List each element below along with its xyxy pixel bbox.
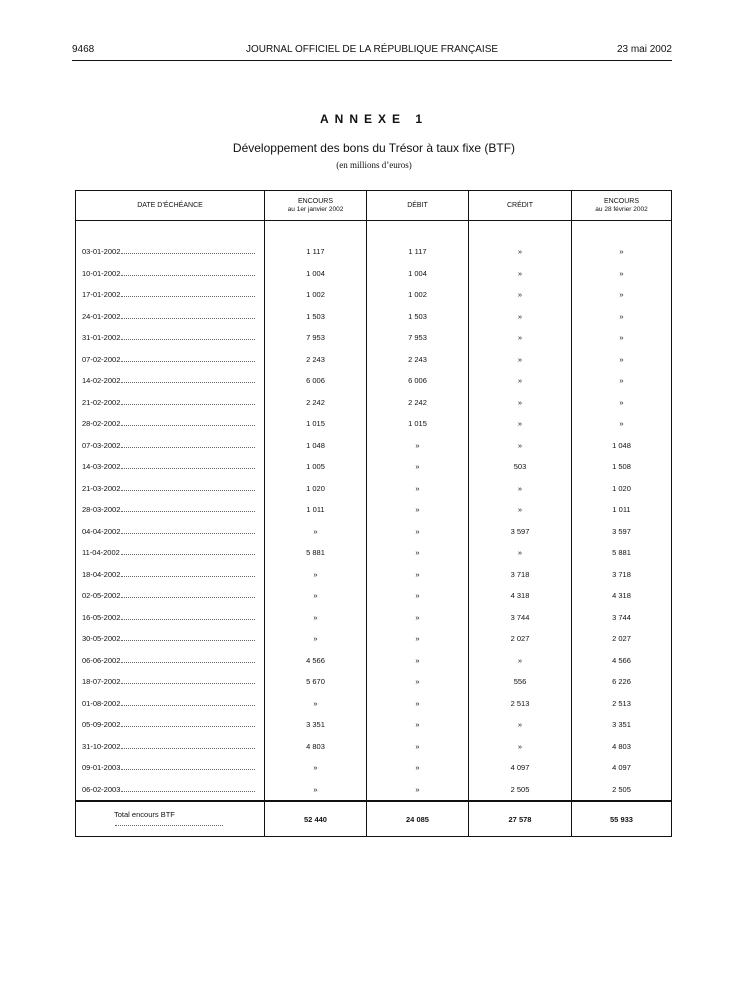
cell-value: 3 718	[469, 564, 572, 586]
cell-value: 1 020	[265, 478, 367, 500]
column-header-credit	[469, 191, 572, 221]
cell-text: 28-02-2002	[82, 419, 121, 429]
leader-dots	[121, 763, 255, 770]
cell-value: »	[469, 542, 572, 564]
cell-text: 18-07-2002	[82, 677, 121, 687]
table-row	[76, 241, 672, 263]
total-value: 27 578	[469, 801, 572, 837]
column-header-sublabel: au 28 février 2002	[595, 205, 648, 213]
annex-title: ANNEXE 1	[319, 112, 429, 126]
cell-value: »	[367, 499, 469, 521]
column-header-label: CRÉDIT	[506, 201, 534, 209]
leader-dots	[121, 462, 255, 469]
cell-value: 2 243	[367, 349, 469, 371]
column-header-label: ENCOURS	[297, 197, 333, 205]
cell-text: 02-05-2002	[82, 591, 121, 601]
table-spacer-row	[76, 221, 672, 242]
leader-dots	[121, 312, 255, 319]
cell-value: 1 004	[265, 263, 367, 285]
table-body	[76, 221, 672, 837]
cell-value: 2 513	[572, 693, 672, 715]
table-total-row	[76, 801, 672, 837]
cell-value: 6 006	[265, 370, 367, 392]
cell-text: 09-01-2003	[82, 763, 121, 773]
cell-value: 1 015	[265, 413, 367, 435]
cell-value: 5 881	[572, 542, 672, 564]
leader-dots	[121, 656, 255, 663]
cell-maturity-date	[76, 585, 265, 607]
cell-value: 1 117	[367, 241, 469, 263]
cell-text: 24-01-2002	[82, 311, 121, 321]
cell-value: »	[469, 284, 572, 306]
cell-text: 11-04-2002	[82, 548, 120, 558]
cell-value: 1 117	[265, 241, 367, 263]
table-row	[76, 370, 672, 392]
total-label	[76, 801, 265, 837]
cell-maturity-date	[76, 671, 265, 693]
leader-dots	[121, 333, 255, 340]
cell-value: 3 744	[572, 607, 672, 629]
cell-maturity-date	[76, 263, 265, 285]
cell-value: 2 505	[469, 779, 572, 802]
cell-value: »	[367, 650, 469, 672]
cell-maturity-date	[76, 693, 265, 715]
cell-value: 3 351	[265, 714, 367, 736]
column-header-label: ENCOURS	[603, 197, 639, 205]
table-row	[76, 478, 672, 500]
cell-value: 4 318	[572, 585, 672, 607]
cell-value: »	[265, 779, 367, 802]
table-row	[76, 435, 672, 457]
table-header	[76, 191, 672, 221]
table-row	[76, 392, 672, 414]
cell-maturity-date	[76, 779, 265, 802]
table-row	[76, 757, 672, 779]
table-row	[76, 779, 672, 802]
cell-value: »	[367, 456, 469, 478]
cell-value: 1 011	[572, 499, 672, 521]
cell-text: 21-03-2002	[82, 483, 121, 493]
cell-value: 2 513	[469, 693, 572, 715]
cell-maturity-date	[76, 392, 265, 414]
cell-maturity-date	[76, 499, 265, 521]
cell-value: »	[265, 521, 367, 543]
leader-dots	[121, 548, 255, 555]
cell-value: »	[469, 736, 572, 758]
cell-value: 3 718	[572, 564, 672, 586]
annex-unit: (en millions d’euros)	[336, 160, 412, 170]
cell-value: 7 953	[367, 327, 469, 349]
cell-value: »	[469, 650, 572, 672]
cell-text: 17-01-2002	[82, 290, 121, 300]
cell-maturity-date	[76, 435, 265, 457]
cell-text: 07-03-2002	[82, 440, 121, 450]
cell-value: 3 597	[572, 521, 672, 543]
cell-value: 4 566	[572, 650, 672, 672]
cell-value: 5 670	[265, 671, 367, 693]
cell-text: 31-10-2002	[82, 741, 121, 751]
table-row	[76, 542, 672, 564]
cell-text: 06-06-2002	[82, 655, 121, 665]
total-value: 55 933	[572, 801, 672, 837]
cell-text: 21-02-2002	[82, 397, 121, 407]
cell-value: 2 027	[469, 628, 572, 650]
column-header-label: DÉBIT	[407, 201, 428, 209]
table-row	[76, 650, 672, 672]
cell-value: 2 027	[572, 628, 672, 650]
cell-value: »	[367, 628, 469, 650]
cell-text: 16-05-2002	[82, 612, 121, 622]
leader-dots	[121, 269, 255, 276]
column-header-sublabel: au 1er janvier 2002	[287, 205, 344, 213]
leader-dots	[121, 484, 255, 491]
cell-value: 503	[469, 456, 572, 478]
table-row	[76, 564, 672, 586]
cell-value: 1 020	[572, 478, 672, 500]
page-number: 9468	[72, 44, 95, 55]
cell-value: »	[265, 564, 367, 586]
leader-dots	[121, 527, 255, 534]
cell-text: 06-02-2003	[82, 784, 121, 794]
cell-maturity-date	[76, 542, 265, 564]
leader-dots	[121, 398, 255, 405]
leader-dots	[121, 742, 255, 749]
cell-maturity-date	[76, 478, 265, 500]
table-row	[76, 263, 672, 285]
table-row	[76, 499, 672, 521]
cell-value: »	[367, 757, 469, 779]
cell-value: 1 015	[367, 413, 469, 435]
cell-value: »	[265, 693, 367, 715]
cell-value: 3 597	[469, 521, 572, 543]
table-row	[76, 585, 672, 607]
cell-text: 14-03-2002	[82, 462, 121, 472]
cell-value: »	[469, 370, 572, 392]
cell-value: 2 242	[367, 392, 469, 414]
column-header-label: DATE D’ÉCHÉANCE	[137, 201, 203, 209]
cell-value: 1 002	[367, 284, 469, 306]
cell-maturity-date	[76, 757, 265, 779]
leader-dots	[121, 699, 255, 706]
cell-maturity-date	[76, 521, 265, 543]
cell-text: 14-02-2002	[82, 376, 121, 386]
cell-value: »	[469, 241, 572, 263]
cell-value: »	[367, 564, 469, 586]
total-value: 24 085	[367, 801, 469, 837]
cell-value: 3 744	[469, 607, 572, 629]
cell-value: »	[265, 607, 367, 629]
cell-text: 30-05-2002	[82, 634, 121, 644]
cell-value: »	[572, 306, 672, 328]
cell-value: »	[572, 370, 672, 392]
table-row	[76, 607, 672, 629]
table-row	[76, 349, 672, 371]
cell-value: »	[469, 478, 572, 500]
cell-maturity-date	[76, 736, 265, 758]
cell-value: »	[469, 435, 572, 457]
cell-value: 3 351	[572, 714, 672, 736]
cell-value: »	[367, 435, 469, 457]
column-header-encours-start	[265, 191, 367, 221]
cell-value: 1 002	[265, 284, 367, 306]
cell-value: »	[572, 284, 672, 306]
btf-table	[75, 190, 672, 837]
leader-dots	[121, 505, 255, 512]
cell-value: »	[367, 714, 469, 736]
page-header	[72, 43, 672, 57]
leader-dots	[121, 591, 255, 598]
cell-maturity-date	[76, 564, 265, 586]
cell-value: »	[469, 263, 572, 285]
leader-dots	[121, 613, 255, 620]
cell-value: »	[367, 736, 469, 758]
cell-maturity-date	[76, 456, 265, 478]
cell-maturity-date	[76, 284, 265, 306]
column-header-debit	[367, 191, 469, 221]
cell-text: 10-01-2002	[82, 268, 121, 278]
cell-value: »	[469, 392, 572, 414]
cell-value: »	[469, 349, 572, 371]
cell-value: 4 803	[265, 736, 367, 758]
leader-dots	[121, 570, 255, 577]
cell-value: »	[572, 263, 672, 285]
cell-value: 1 004	[367, 263, 469, 285]
cell-value: 1 503	[265, 306, 367, 328]
cell-maturity-date	[76, 607, 265, 629]
leader-dots	[121, 376, 255, 383]
cell-text: 03-01-2002	[82, 247, 121, 257]
leader-dots	[121, 419, 255, 426]
table-row	[76, 456, 672, 478]
cell-value: »	[265, 628, 367, 650]
cell-text: Total encours BTF	[114, 810, 175, 819]
cell-value: 4 097	[572, 757, 672, 779]
cell-value: »	[367, 585, 469, 607]
table-row	[76, 736, 672, 758]
leader-dots	[121, 355, 255, 362]
table-row	[76, 671, 672, 693]
cell-value: »	[265, 757, 367, 779]
table-row	[76, 693, 672, 715]
cell-value: 1 048	[572, 435, 672, 457]
cell-value: 556	[469, 671, 572, 693]
journal-title: JOURNAL OFFICIEL DE LA RÉPUBLIQUE FRANÇAISE	[245, 44, 499, 55]
cell-maturity-date	[76, 349, 265, 371]
cell-value: »	[469, 714, 572, 736]
cell-value: »	[469, 413, 572, 435]
cell-value: »	[367, 671, 469, 693]
leader-dots	[121, 634, 255, 641]
annex-subtitle: Développement des bons du Trésor à taux fixe (BTF)	[232, 141, 516, 155]
column-header-date	[76, 191, 265, 221]
cell-maturity-date	[76, 241, 265, 263]
publication-date: 23 mai 2002	[616, 44, 672, 55]
table-row	[76, 521, 672, 543]
table-row	[76, 413, 672, 435]
cell-value: »	[572, 327, 672, 349]
leader-dots	[121, 720, 255, 727]
table-row	[76, 306, 672, 328]
column-header-encours-end	[572, 191, 672, 221]
cell-value: »	[367, 478, 469, 500]
cell-text: 07-02-2002	[82, 354, 121, 364]
cell-maturity-date	[76, 714, 265, 736]
table-row	[76, 714, 672, 736]
leader-dots	[121, 441, 255, 448]
cell-value: 2 505	[572, 779, 672, 802]
leader-dots	[121, 247, 255, 254]
cell-value: 1 508	[572, 456, 672, 478]
cell-value: 7 953	[265, 327, 367, 349]
cell-value: »	[572, 241, 672, 263]
cell-maturity-date	[76, 628, 265, 650]
total-value: 52 440	[265, 801, 367, 837]
leader-dots	[121, 677, 255, 684]
cell-text: 31-01-2002	[82, 333, 121, 343]
table-row	[76, 327, 672, 349]
cell-value: »	[367, 521, 469, 543]
cell-value: 4 803	[572, 736, 672, 758]
cell-value: 1 005	[265, 456, 367, 478]
cell-value: 1 048	[265, 435, 367, 457]
cell-value: »	[367, 542, 469, 564]
cell-value: 4 318	[469, 585, 572, 607]
leader-dots	[115, 819, 223, 826]
cell-value: »	[265, 585, 367, 607]
cell-value: »	[469, 306, 572, 328]
cell-maturity-date	[76, 370, 265, 392]
cell-value: 1 503	[367, 306, 469, 328]
leader-dots	[121, 290, 255, 297]
cell-value: 6 006	[367, 370, 469, 392]
cell-text: 01-08-2002	[82, 698, 121, 708]
cell-value: 2 242	[265, 392, 367, 414]
cell-maturity-date	[76, 650, 265, 672]
cell-value: »	[367, 779, 469, 802]
header-rule	[72, 60, 672, 61]
cell-value: »	[469, 327, 572, 349]
cell-text: 04-04-2002	[82, 526, 121, 536]
cell-value: 4 566	[265, 650, 367, 672]
cell-value: »	[572, 349, 672, 371]
cell-value: »	[572, 413, 672, 435]
cell-maturity-date	[76, 327, 265, 349]
cell-value: 4 097	[469, 757, 572, 779]
cell-value: »	[367, 607, 469, 629]
leader-dots	[121, 785, 255, 792]
cell-value: 1 011	[265, 499, 367, 521]
cell-value: »	[469, 499, 572, 521]
cell-text: 28-03-2002	[82, 505, 121, 515]
cell-text: 18-04-2002	[82, 569, 121, 579]
cell-value: 6 226	[572, 671, 672, 693]
cell-value: 5 881	[265, 542, 367, 564]
cell-text: 05-09-2002	[82, 720, 121, 730]
table-row	[76, 628, 672, 650]
cell-maturity-date	[76, 306, 265, 328]
table-row	[76, 284, 672, 306]
cell-value: »	[572, 392, 672, 414]
cell-value: »	[367, 693, 469, 715]
cell-maturity-date	[76, 413, 265, 435]
cell-value: 2 243	[265, 349, 367, 371]
